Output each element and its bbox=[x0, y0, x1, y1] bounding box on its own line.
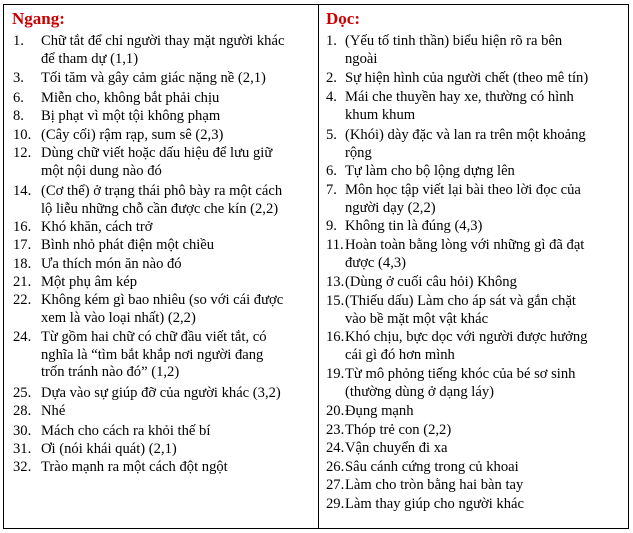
across-heading: Ngang: bbox=[12, 9, 65, 28]
clue-number: 18. bbox=[13, 256, 32, 272]
clue-text: (Cơ thể) ở trạng thái phô bày ra một cách bbox=[41, 183, 283, 199]
clue-number: 32. bbox=[13, 459, 32, 475]
clue-number: 1. bbox=[326, 33, 337, 49]
clue-text: (Yếu tố tinh thần) biểu hiện rõ ra bên bbox=[345, 33, 563, 49]
clue-number: 6. bbox=[326, 163, 337, 179]
clue-number: 5. bbox=[326, 127, 337, 143]
clue-text: (thường dùng ở dạng láy) bbox=[345, 383, 494, 400]
clue-text: Dùng chữ viết hoặc dấu hiệu để lưu giữ bbox=[41, 145, 273, 161]
clue-text: Mách cho cách ra khỏi thế bí bbox=[41, 423, 211, 439]
clue-number: 1. bbox=[13, 33, 24, 49]
clue-text: Mái che thuyền hay xe, thường có hình bbox=[345, 89, 574, 105]
clue-text: để tham dự (1,1) bbox=[41, 50, 139, 67]
clue-text: (Dùng ở cuối câu hỏi) Không bbox=[345, 274, 517, 290]
clue-text: Chữ tắt để chỉ người thay mặt người khác bbox=[41, 33, 285, 49]
clue-number: 17. bbox=[13, 237, 32, 253]
clue-number: 22. bbox=[13, 292, 32, 308]
clue-text: xem là vào loại nhất) (2,2) bbox=[41, 309, 196, 326]
down-heading: Dọc: bbox=[326, 9, 360, 28]
clue-number: 23. bbox=[326, 422, 345, 438]
clue-text: Ưa thích món ăn nào đó bbox=[41, 256, 182, 272]
clue-text: Làm cho tròn bằng hai bàn tay bbox=[345, 477, 524, 493]
clue-text: (Khói) dày đặc và lan ra trên một khoảng bbox=[345, 127, 586, 143]
clue-text: Ơi (nói khái quát) (2,1) bbox=[41, 441, 177, 457]
clue-text: Miễn cho, không bắt phải chịu bbox=[41, 90, 220, 106]
clue-text: Sự hiện hình của người chết (theo mê tín) bbox=[345, 70, 589, 86]
clue-text: người dạy (2,2) bbox=[345, 199, 436, 216]
clue-number: 6. bbox=[13, 90, 24, 106]
clue-text: Dựa vào sự giúp đỡ của người khác (3,2) bbox=[41, 385, 281, 401]
clue-number: 31. bbox=[13, 441, 32, 457]
clue-number: 4. bbox=[326, 89, 337, 105]
clue-text: Từ gồm hai chữ có chữ đầu viết tắt, có bbox=[41, 329, 267, 345]
clue-number: 11. bbox=[326, 237, 344, 253]
clue-text: cái gì đó hơn mình bbox=[345, 346, 455, 363]
clue-text: Không tin là đúng (4,3) bbox=[345, 218, 483, 234]
clue-text: một nội dung nào đó bbox=[41, 162, 162, 179]
clue-text: Trào mạnh ra một cách đột ngột bbox=[41, 459, 228, 475]
clue-number: 2. bbox=[326, 70, 337, 86]
clue-number: 19. bbox=[326, 366, 345, 382]
clue-text: Hoàn toàn bằng lòng với những gì đã đạt bbox=[345, 237, 585, 253]
clue-text: Bị phạt vì một tội không phạm bbox=[41, 108, 221, 124]
clue-number: 27. bbox=[326, 477, 345, 493]
clue-number: 7. bbox=[326, 182, 337, 198]
clue-text: Sâu cánh cứng trong củ khoai bbox=[345, 459, 519, 475]
clue-number: 26. bbox=[326, 459, 345, 475]
clue-number: 30. bbox=[13, 423, 32, 439]
clue-number: 9. bbox=[326, 218, 337, 234]
clue-number: 16. bbox=[326, 329, 345, 345]
clue-number: 3. bbox=[13, 70, 24, 86]
clue-text: khum khum bbox=[345, 106, 416, 123]
clue-text: trốn tránh nào đó” (1,2) bbox=[41, 364, 180, 380]
clue-number: 14. bbox=[13, 183, 32, 199]
clue-number: 25. bbox=[13, 385, 32, 401]
clue-text: Thóp trẻ con (2,2) bbox=[345, 422, 452, 438]
clue-text: Tự làm cho bộ lộng dựng lên bbox=[345, 163, 515, 179]
clue-text: Không kém gì bao nhiêu (so với cái được bbox=[41, 292, 284, 308]
across-column bbox=[4, 5, 319, 528]
clue-text: lộ liễu những chỗ cần được che kín (2,2) bbox=[41, 200, 279, 217]
clue-number: 29. bbox=[326, 496, 345, 512]
clue-text: Đụng mạnh bbox=[345, 403, 414, 419]
clue-text: Từ mô phỏng tiếng khóc của bé sơ sinh bbox=[345, 366, 576, 382]
clue-number: 28. bbox=[13, 403, 32, 419]
clue-text: Môn học tập viết lại bài theo lời đọc của bbox=[345, 182, 581, 198]
clue-text: vào bề mặt một vật khác bbox=[345, 310, 489, 327]
clue-text: Một phụ âm kép bbox=[41, 274, 138, 290]
clue-text: Tối tăm và gây cảm giác nặng nề (2,1) bbox=[41, 70, 266, 86]
clue-number: 8. bbox=[13, 108, 24, 124]
clue-number: 21. bbox=[13, 274, 32, 290]
clue-text: ngoài bbox=[345, 50, 378, 67]
crossword-clue-table bbox=[3, 4, 629, 529]
clue-text: (Thiếu dấu) Làm cho áp sát và gắn chặt bbox=[345, 293, 576, 309]
clue-number: 24. bbox=[13, 329, 32, 345]
clue-text: được (4,3) bbox=[345, 254, 407, 271]
clue-number: 10. bbox=[13, 127, 32, 143]
clue-number: 16. bbox=[13, 219, 32, 235]
clue-text: rộng bbox=[345, 144, 372, 161]
clue-number: 12. bbox=[13, 145, 32, 161]
clue-text: Nhé bbox=[41, 403, 66, 419]
clue-number: 13. bbox=[326, 274, 345, 290]
clue-number: 20. bbox=[326, 403, 345, 419]
clue-number: 15. bbox=[326, 293, 345, 309]
clue-number: 24. bbox=[326, 440, 345, 456]
clue-text: nghĩa là “tìm bắt khắp nơi người đang bbox=[41, 346, 264, 363]
clue-text: Làm thay giúp cho người khác bbox=[345, 496, 524, 512]
clue-text: Khó chịu, bực dọc với người được hưởng bbox=[345, 329, 588, 345]
clue-text: Vận chuyển đi xa bbox=[345, 440, 448, 456]
down-column bbox=[319, 5, 628, 528]
clue-text: Khó khăn, cách trở bbox=[41, 219, 153, 235]
clue-text: Bình nhỏ phát điện một chiều bbox=[41, 237, 215, 253]
clue-text: (Cây cối) rậm rạp, sum sê (2,3) bbox=[41, 127, 224, 143]
